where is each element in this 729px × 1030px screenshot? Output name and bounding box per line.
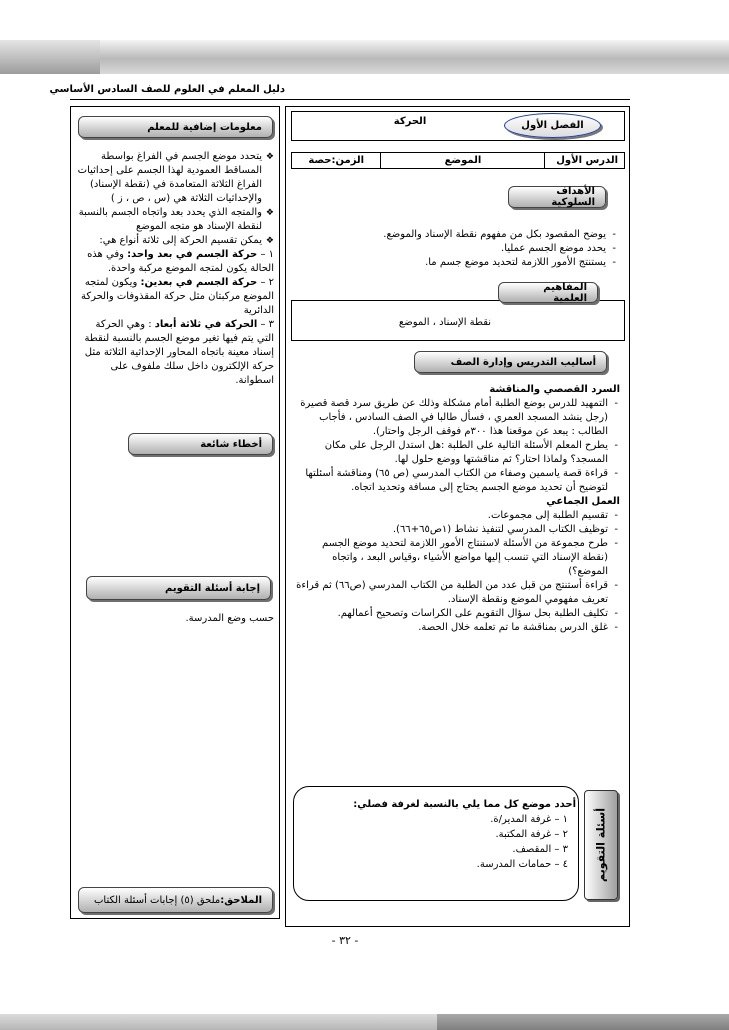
methods-heading bbox=[414, 351, 607, 373]
group-work-item: - توظيف الكتاب المدرسي لتنفيذ نشاط (١ص٦٥+٦٦). bbox=[296, 523, 620, 537]
methods-heading-label: أساليب التدريس وإدارة الصف bbox=[450, 356, 596, 368]
extra-info-bullets bbox=[76, 150, 274, 248]
chapter-badge bbox=[504, 113, 601, 138]
header-rule bbox=[70, 99, 630, 100]
time-cell: الزمن:حصة bbox=[308, 155, 365, 166]
motion-type-text: : وهي الحركة التي يتم فيها تغير موضع الجسم بالنسبة لنقطة إسناد معينة باتجاه المحاور الإحداثية الثلاثة مثل حركة الإلكترون داخل سلك ملفوف على اسطوانة. bbox=[84, 319, 274, 386]
objective-item: - يوضح المقصود بكل من مفهوم نقطة الإسناد والموضع. bbox=[330, 228, 618, 242]
narrative-heading: السرد القصصي والمناقشة bbox=[489, 384, 620, 395]
lesson-info-table bbox=[291, 152, 625, 169]
extra-info-bullet: ❖ يتحدد موضع الجسم في الفراغ بواسطة المساقط العمودية لهذا الجسم على إحداثيات الفراغ الثلاثة المتعامدة في (نقطة الإسناد) والإحداثيات الثلاثة هي (س ، ص ، ز ) bbox=[76, 150, 274, 206]
answers-heading-label: إجابة أسئلة التقويم bbox=[165, 582, 260, 594]
objectives-heading-label: الأهداف السلوكية bbox=[551, 186, 595, 208]
objectives-list bbox=[330, 228, 618, 270]
unit-title: الحركة bbox=[393, 116, 427, 127]
answers-heading bbox=[86, 576, 271, 600]
top-decorative-band bbox=[0, 40, 729, 74]
appendix-label: الملاحق: bbox=[220, 894, 262, 906]
extra-info-bullet: ❖ والمتجه الذي يحدد بعد واتجاه الجسم بالنسبة لنقطة الإسناد هو متجه الموضع bbox=[76, 206, 274, 234]
concepts-heading-label: المفاهيم العلمية bbox=[543, 281, 587, 304]
narrative-item: - التمهيد للدرس بوضع الطلبة أمام مشكلة وذلك عن طريق سرد قصة قصيرة (رجل ينشد المسجد العمري ، فسأل طالبا في الصف السادس ، فأجاب الطالب : يبعد عن موقعنا هذا ٣٠٠م فوقف الرجل واحتار). bbox=[296, 397, 620, 439]
appendix-box bbox=[78, 887, 273, 913]
extra-info-body bbox=[76, 150, 274, 388]
bottom-band-dark-segment bbox=[437, 1014, 729, 1030]
answers-text: حسب وضع المدرسة. bbox=[185, 613, 274, 624]
concepts-text: نقطة الإسناد ، الموضع bbox=[398, 317, 492, 328]
evaluation-item: ٢ – غرفة المكتبة. bbox=[495, 829, 568, 840]
objective-item: - يحدد موضع الجسم عمليا. bbox=[330, 242, 618, 256]
running-head: دليل المعلم في العلوم للصف السادس الأساسي bbox=[49, 84, 285, 95]
motion-type-term: الحركة في ثلاثة أبعاد bbox=[154, 319, 258, 330]
motion-type-term: حركة الجسم في بعد واحد: bbox=[127, 249, 258, 260]
motion-type-number: ١ – bbox=[260, 249, 274, 260]
evaluation-item: ٤ – حمامات المدرسة. bbox=[476, 859, 568, 870]
methods-body bbox=[296, 383, 620, 635]
bottom-decorative-band bbox=[0, 1014, 729, 1030]
group-work-item: - قراءة أستنتج من قبل عدد من الطلبة من الكتاب المدرسي (ص٦٦) ثم قراءة تعريف مفهومي الموضع ونقطة الإسناد. bbox=[296, 579, 620, 607]
narrative-item: - قراءة قصة ياسمين وصفاء من الكتاب المدرسي (ص ٦٥) ومناقشة أسئلتها لتوضيح أن تحديد موضع الجسم يحتاج إلى مسافة وتحديد اتجاه. bbox=[296, 467, 620, 495]
motion-type-number: ٢ – bbox=[260, 277, 274, 288]
group-work-item: - غلق الدرس بمناقشة ما تم تعلمه خلال الحصة. bbox=[296, 621, 620, 635]
narrative-list bbox=[296, 397, 620, 495]
group-work-list bbox=[296, 509, 620, 635]
motion-type-number: ٣ – bbox=[260, 319, 274, 330]
evaluation-content bbox=[320, 797, 576, 872]
top-band-dark-segment bbox=[0, 40, 100, 74]
motion-type-item bbox=[76, 248, 274, 276]
group-work-item: - تكليف الطلبة بحل سؤال التقويم على الكراسات وتصحيح أعمالهم. bbox=[296, 607, 620, 621]
evaluation-item: ٣ – المقصف. bbox=[512, 844, 568, 855]
objectives-heading bbox=[508, 186, 606, 208]
objective-item: - يستنتج الأمور اللازمة لتحديد موضع جسم ما. bbox=[330, 256, 618, 270]
common-errors-heading bbox=[128, 433, 273, 455]
chapter-label: الفصل الأول bbox=[521, 120, 584, 131]
evaluation-question: أحدد موضع كل مما يلي بالنسبة لغرفة فصلي: bbox=[353, 799, 576, 810]
group-work-item: - تقسيم الطلبة إلى مجموعات. bbox=[296, 509, 620, 523]
extra-info-heading-label: معلومات إضافية للمعلم bbox=[147, 121, 262, 133]
lesson-cell: الدرس الأول bbox=[544, 153, 624, 168]
evaluation-tab bbox=[584, 790, 618, 900]
motion-type-text: وفي هذه الحالة يكون لمتجه الموضع مركبة واحدة. bbox=[87, 249, 274, 274]
motion-type-term: حركة الجسم في بعدين: bbox=[140, 277, 258, 288]
concepts-heading bbox=[498, 282, 598, 303]
extra-info-bullet: ❖ يمكن تقسيم الحركة إلى ثلاثة أنواع هي: bbox=[76, 234, 274, 248]
topic-cell: الموضع bbox=[380, 153, 544, 168]
page-number: - ٣٢ - bbox=[331, 934, 359, 947]
group-work-heading: العمل الجماعي bbox=[546, 496, 620, 507]
motion-type-item bbox=[76, 276, 274, 318]
motion-type-item bbox=[76, 318, 274, 388]
motion-type-text: ويكون لمتجه الموضع مركبتان مثل حركة المقذوفات والحركة الدائرية bbox=[80, 277, 274, 316]
group-work-item: - طرح مجموعة من الأسئلة لاستنتاج الأمور اللازمة لتحديد موضع الجسم (نقطة الإسناد التي تنسب إليها مواضع الأشياء ،وقياس البعد ، واتجاه الموضع؟) bbox=[296, 537, 620, 579]
common-errors-heading-label: أخطاء شائعة bbox=[200, 438, 262, 450]
appendix-text: ملحق (٥) إجابات أسئلة الكتاب bbox=[94, 894, 221, 906]
evaluation-item: ١ – غرفة المدير/ة. bbox=[490, 814, 568, 825]
extra-info-heading bbox=[78, 116, 273, 138]
evaluation-tab-label: أسئلة التقويم bbox=[594, 807, 608, 883]
narrative-item: - يطرح المعلم الأسئلة التالية على الطلبة :هل استدل الرجل على مكان المسجد؟ ولماذا احتار؟ ثم مناقشتها ووضع حلول لها. bbox=[296, 439, 620, 467]
